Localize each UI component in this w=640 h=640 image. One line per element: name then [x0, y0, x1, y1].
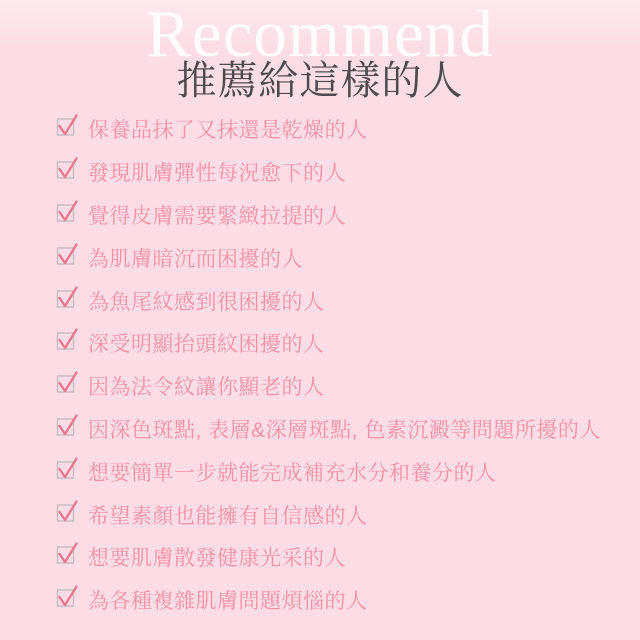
checked-checkbox-icon — [56, 327, 80, 351]
list-item-label: 覺得皮膚需要緊緻拉提的人 — [88, 204, 346, 228]
checked-checkbox-icon — [56, 456, 80, 480]
list-item-label: 想要簡單一步就能完成補充水分和養分的人 — [88, 461, 497, 485]
checked-checkbox-icon — [56, 541, 80, 565]
checked-checkbox-icon — [56, 370, 80, 394]
list-item — [56, 579, 636, 622]
list-item-label: 因為法令紋讓你顯老的人 — [88, 376, 325, 400]
page-title: 推薦給這樣的人 — [176, 59, 464, 103]
checked-checkbox-icon — [56, 499, 80, 523]
checked-checkbox-icon — [56, 113, 80, 137]
checked-checkbox-icon — [56, 285, 80, 309]
list-item — [56, 365, 636, 408]
list-item — [56, 108, 636, 151]
list-item-label: 為肌膚暗沉而困擾的人 — [88, 247, 303, 271]
recommend-checklist — [56, 108, 636, 622]
list-item — [56, 536, 636, 579]
list-item-label: 為各種複雜肌膚問題煩惱的人 — [88, 590, 368, 614]
checked-checkbox-icon — [56, 199, 80, 223]
list-item-label: 深受明顯抬頭紋困擾的人 — [88, 333, 325, 357]
watermark-text: Recommend — [146, 0, 494, 71]
checked-checkbox-icon — [56, 156, 80, 180]
list-item — [56, 279, 636, 322]
list-item-label: 保養品抹了又抹還是乾燥的人 — [88, 119, 368, 143]
list-item-label: 因深色斑點, 表層&深層斑點, 色素沉澱等問題所擾的人 — [88, 418, 601, 442]
list-item-label: 發現肌膚彈性每況愈下的人 — [88, 162, 346, 186]
list-item — [56, 194, 636, 237]
list-item-label: 為魚尾紋感到很困擾的人 — [88, 290, 325, 314]
checked-checkbox-icon — [56, 242, 80, 266]
list-item — [56, 450, 636, 493]
list-item-label: 想要肌膚散發健康光采的人 — [88, 547, 346, 571]
list-item — [56, 236, 636, 279]
list-item — [56, 151, 636, 194]
checked-checkbox-icon — [56, 413, 80, 437]
list-item — [56, 322, 636, 365]
list-item — [56, 493, 636, 536]
checked-checkbox-icon — [56, 584, 80, 608]
list-item-label: 希望素顏也能擁有自信感的人 — [88, 504, 368, 528]
list-item — [56, 408, 636, 451]
